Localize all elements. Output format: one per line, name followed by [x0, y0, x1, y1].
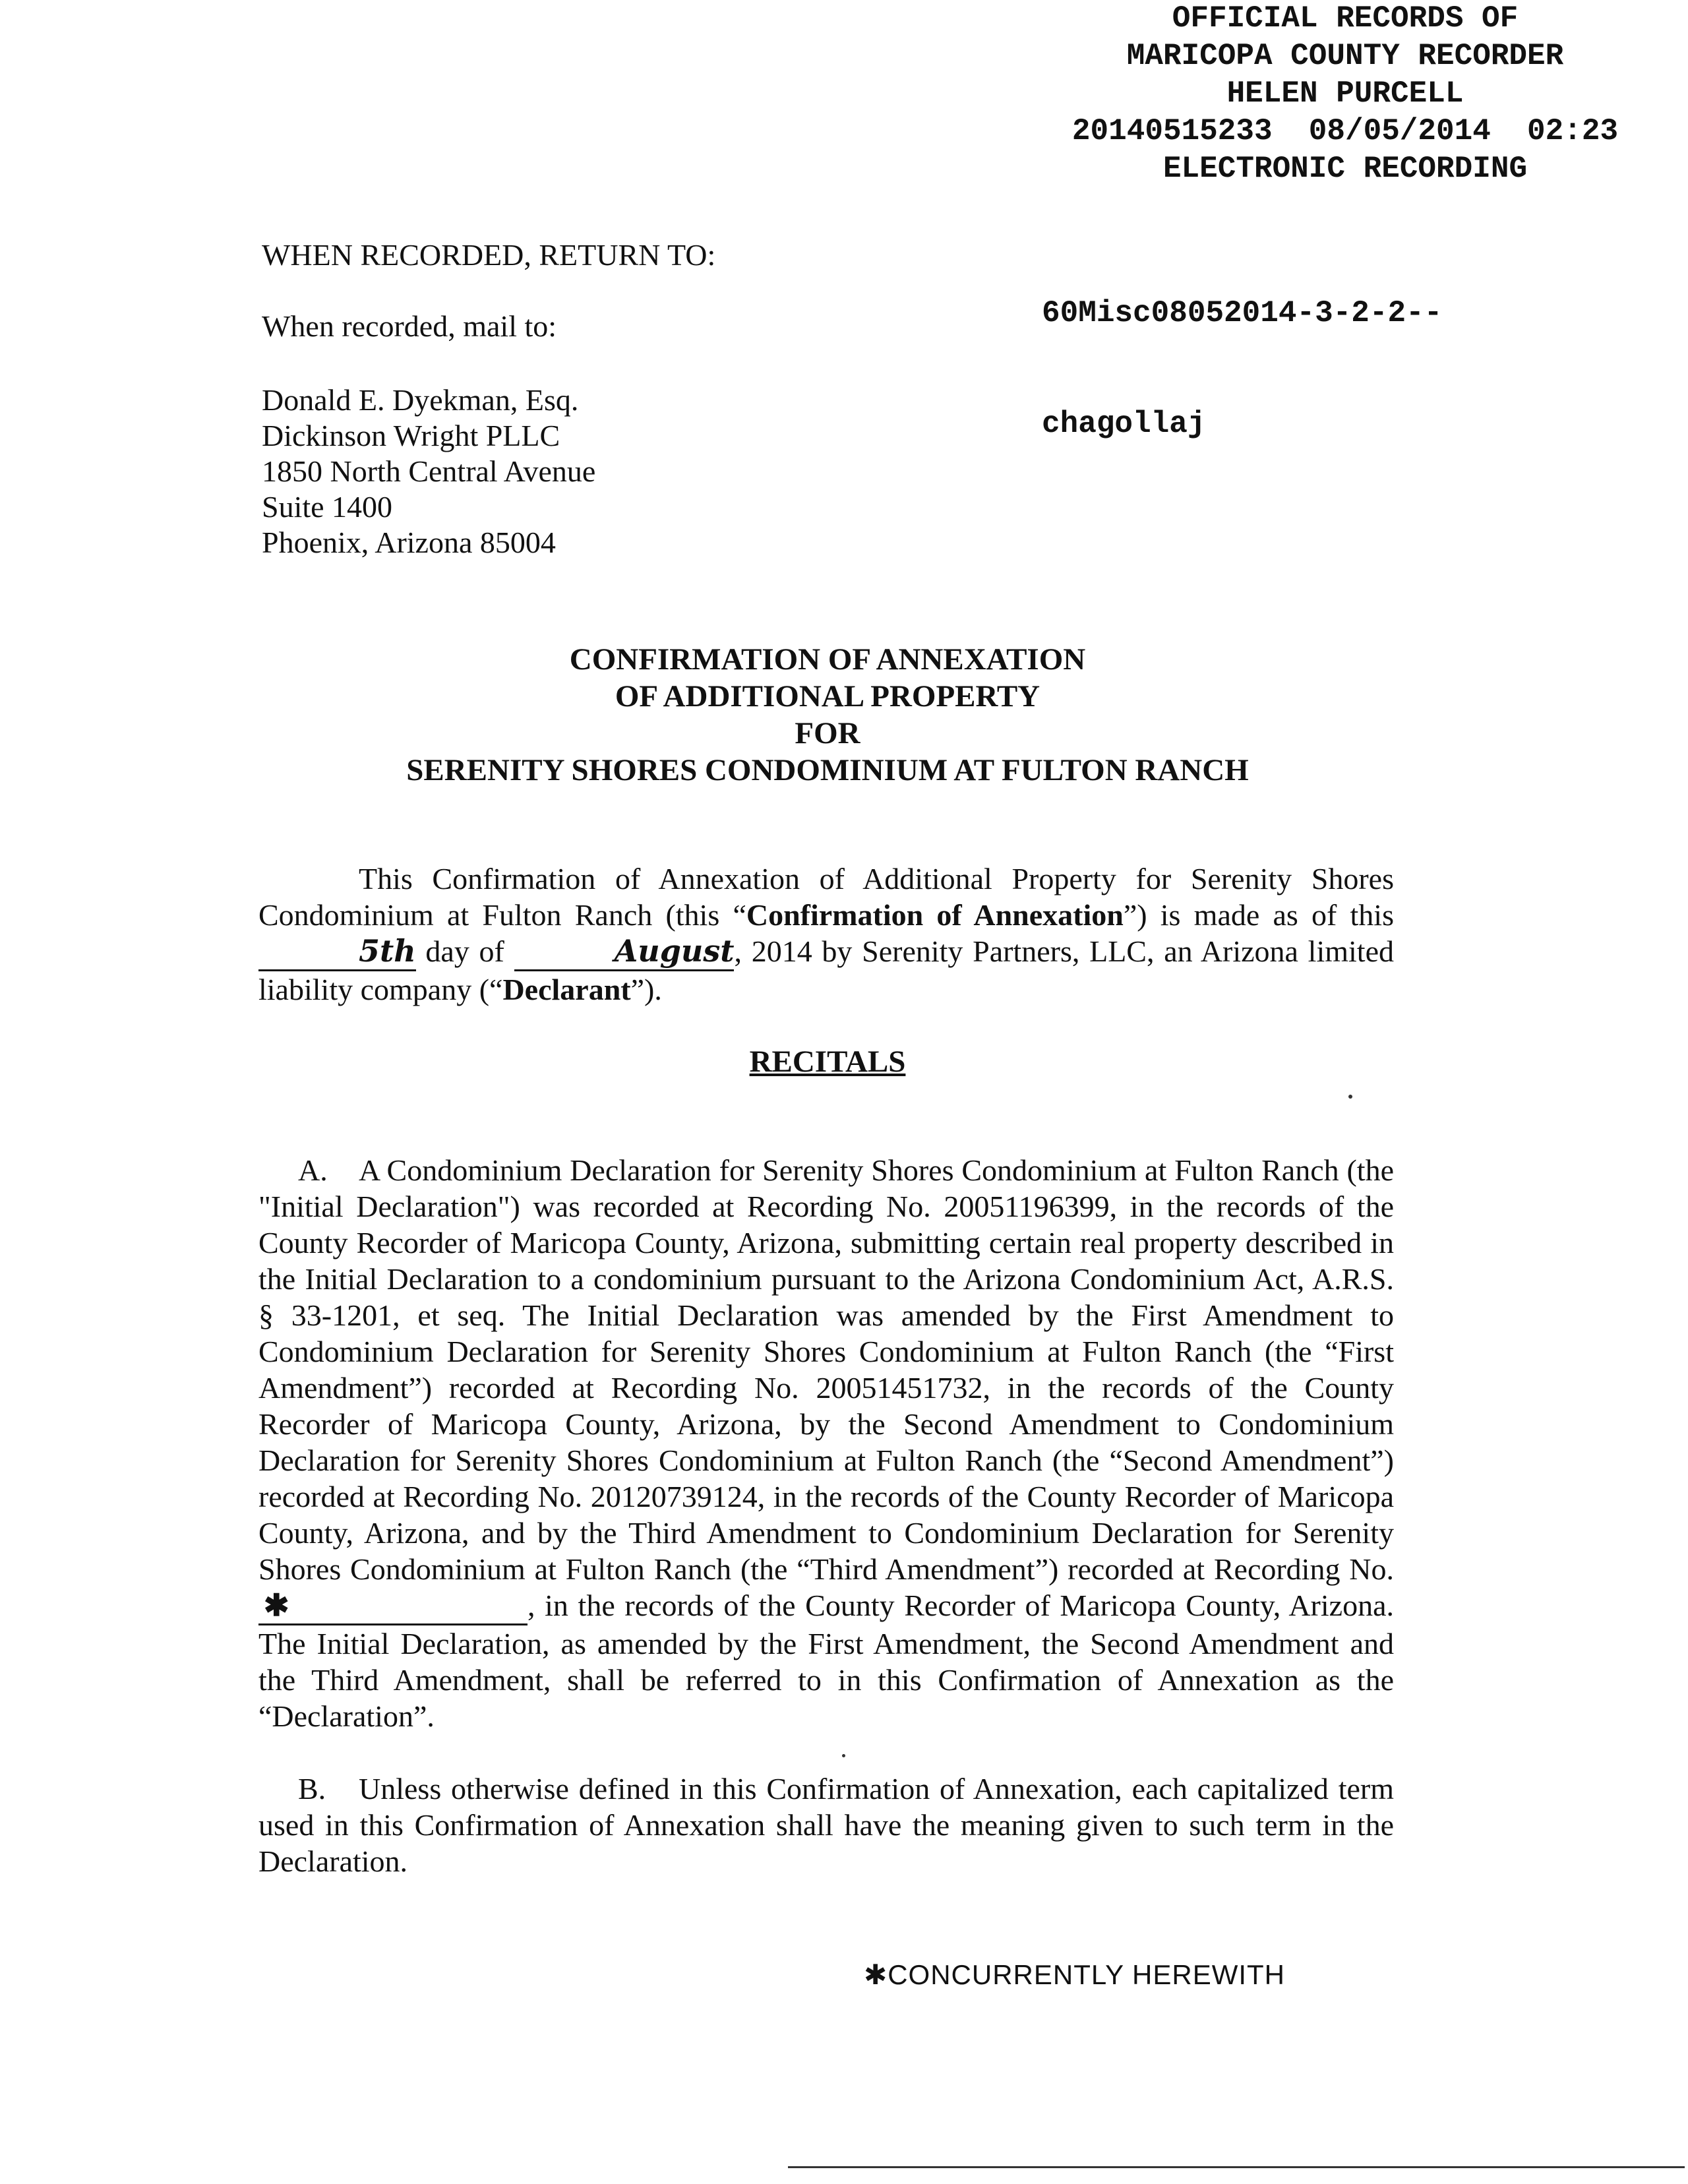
- return-to-block: [262, 237, 715, 561]
- address-line: 1850 North Central Avenue: [262, 454, 596, 488]
- recital-b-label: B.: [298, 1772, 326, 1805]
- mail-to-label: When recorded, mail to:: [262, 309, 557, 343]
- defined-term-confirmation: Confirmation of Annexation: [746, 898, 1124, 932]
- title-line-4: SERENITY SHORES CONDOMINIUM AT FULTON RANCH: [406, 753, 1249, 787]
- handwritten-month: August: [514, 933, 735, 971]
- defined-term-declarant: Declarant: [502, 973, 631, 1006]
- stamp-line-1: OFFICIAL RECORDS OF: [1172, 1, 1519, 36]
- title-line-3: FOR: [795, 716, 860, 750]
- bottom-rule: [788, 2166, 1685, 2168]
- asterisk-mark: ✱: [264, 1589, 289, 1622]
- recital-a-text: A Condominium Declaration for Serenity Shores Condominium at Fulton Ranch (the "Initial Declaration") was recorded at Recording No. 20051196399, in the records of the County Recorder of Maricopa County, Arizona, submitting certain real property described in the Initial Declaration to a condominium pursuant to the Arizona Condominium Act, A.R.S. § 33-1201, et seq. The Initial Declaration was amended by the First Amendment to Condominium Declaration for Serenity Shores Condominium at Fulton Ranch (the “First Amendment”) recorded at Recording No. 20051451732, in the records of the County Recorder of Maricopa County, Arizona, by the Second Amendment to Condominium Declaration for Serenity Shores Condominium at Fulton Ranch (the “Second Amendment”) recorded at Recording No. 20120739124, in the records of the County Recorder of Maricopa County, Arizona, and by the Third Amendment to Condominium Declaration for Serenity Shores Condominium at Fulton Ranch (the “Third Amendment”) recorded at Recording No.: [258, 1153, 1394, 1586]
- stamp-line-3: HELEN PURCELL: [1226, 76, 1464, 111]
- title-line-2: OF ADDITIONAL PROPERTY: [615, 679, 1040, 713]
- recital-b-indent: [258, 1771, 359, 1807]
- recital-b: [258, 1771, 1394, 1879]
- recorder-stamp: [1015, 0, 1675, 188]
- recital-a-text-2: , in the records of the County Recorder of Maricopa County, Arizona. The Initial Declaration, as amended by the First Amendment, the Second Amendment and the Third Amendment, shall be referred to in this Confirmation of Annexation as the “Declaration”.: [258, 1589, 1394, 1733]
- stamp-line-2: MARICOPA COUNTY RECORDER: [1126, 39, 1564, 73]
- recitals-heading: RECITALS: [749, 1045, 906, 1079]
- intro-text: ”).: [630, 973, 662, 1006]
- stamp-line-5: ELECTRONIC RECORDING: [1162, 152, 1528, 186]
- intro-text: This Confirmation of Annexation of Additional Property for Serenity Shores Condominium at Fulton Ranch (this “: [258, 862, 1394, 932]
- recital-a: [258, 1152, 1394, 1734]
- misc-code-line-1: 60Misc08052014-3-2-2--: [1042, 296, 1443, 330]
- recording-number-blank: [258, 1587, 528, 1625]
- intro-text: ”) is made as of this: [1123, 898, 1394, 932]
- intro-text: day of: [415, 934, 514, 968]
- handwritten-day: 5th: [258, 933, 416, 971]
- concurrently-text: CONCURRENTLY HEREWITH: [888, 1959, 1286, 1990]
- recital-a-label: A.: [298, 1153, 328, 1187]
- misc-code-line-2: chagollaj: [1042, 407, 1206, 441]
- stamp-recording-number: 20140515233 08/05/2014 02:23: [1071, 114, 1619, 148]
- document-title: [0, 641, 1655, 789]
- intro-paragraph: [258, 861, 1394, 1008]
- address-line: Dickinson Wright PLLC: [262, 419, 560, 452]
- concurrently-note: [864, 1958, 1285, 1991]
- misc-code: [1042, 221, 1442, 479]
- scan-speck: [842, 1754, 845, 1757]
- asterisk-mark: ✱: [864, 1959, 888, 1990]
- address-line: Donald E. Dyekman, Esq.: [262, 383, 579, 417]
- scan-speck: [1348, 1095, 1352, 1099]
- title-line-1: CONFIRMATION OF ANNEXATION: [569, 642, 1086, 677]
- recital-b-text: Unless otherwise defined in this Confirmation of Annexation, each capitalized term used in this Confirmation of Annexation shall have the meaning given to such term in the Declaration.: [258, 1772, 1394, 1878]
- intro-text: , 2014 by Serenity Partners, LLC, an Arizona limited liability company (“: [258, 934, 1394, 1006]
- recital-a-indent: [258, 1152, 359, 1188]
- return-to-heading: WHEN RECORDED, RETURN TO:: [262, 238, 716, 272]
- address-line: Phoenix, Arizona 85004: [262, 526, 556, 559]
- address-line: Suite 1400: [262, 490, 393, 524]
